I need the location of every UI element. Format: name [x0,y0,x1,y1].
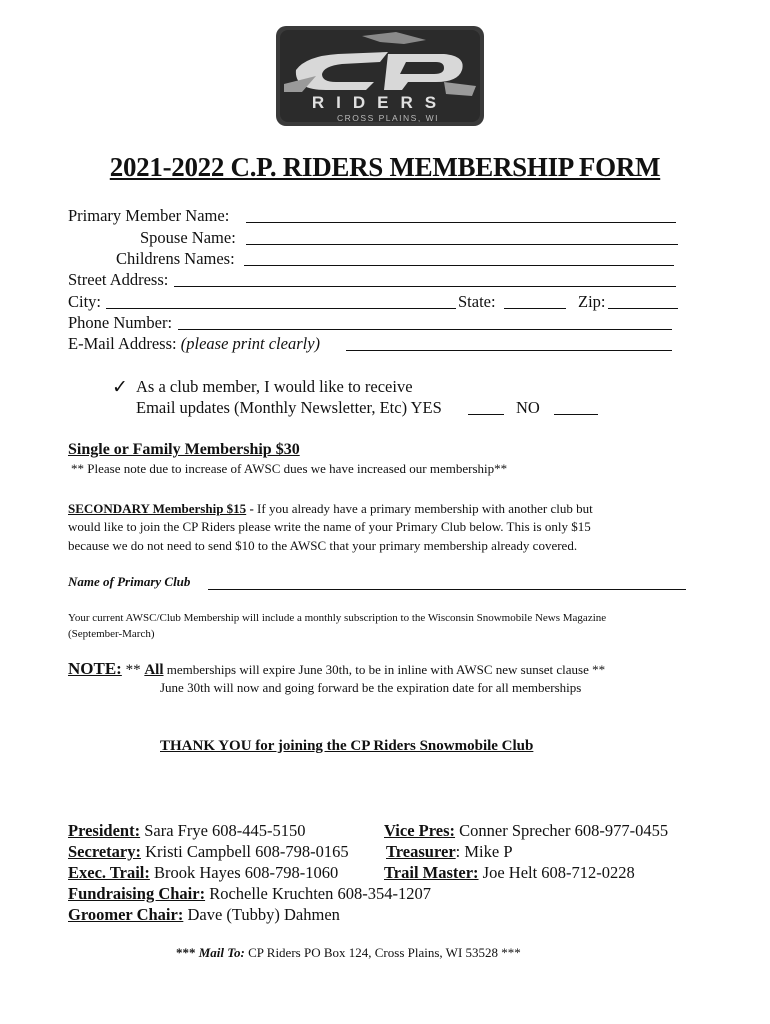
subscription-line2: (September-March) [68,628,155,640]
mail-to-row [176,945,521,961]
note-line1 [68,659,605,679]
updates-no-label: NO [516,398,540,417]
secretary-label: Secretary: [68,842,141,861]
exec-trail-row [68,863,338,883]
phone-label: Phone Number: [68,313,173,332]
secondary-text1: If you already have a primary membership with another club but [257,501,593,516]
email-label: E-Mail Address: [68,334,177,353]
updates-no-line[interactable] [554,414,598,415]
secondary-heading: SECONDARY Membership $15 [68,501,247,516]
note-all: All [144,662,164,678]
groomer-value: Dave (Tubby) Dahmen [183,905,340,924]
groomer-label: Groomer Chair: [68,905,184,924]
updates-yes-line[interactable] [468,414,504,415]
single-membership-heading: Single or Family Membership $30 [68,441,300,458]
email-note: (please print clearly) [180,334,321,353]
note-text1: memberships will expire June 30th, to be in inline with AWSC new sunset clause ** [163,662,606,677]
primary-club-label: Name of Primary Club [68,574,191,589]
updates-line2: Email updates (Monthly Newsletter, Etc) YES [136,398,442,417]
secondary-line1 [68,501,593,517]
street-label: Street Address: [68,270,169,289]
mail-address: CP Riders PO Box 124, Cross Plains, WI 53528 *** [244,945,521,960]
logo-location: CROSS PLAINS, WI [337,113,439,123]
secretary-row [68,842,349,862]
subscription-line1: Your current AWSC/Club Membership will include a monthly subscription to the Wisconsin Snowmobile News Magazine [68,612,607,624]
spouse-line[interactable] [246,244,678,245]
vp-row [384,821,668,841]
checkmark-icon: ✓ [112,377,128,398]
phone-line[interactable] [178,329,672,330]
groomer-row [68,905,340,925]
fundraising-row [68,884,431,904]
single-membership-note: ** Please note due to increase of AWSC dues we have increased our membership** [71,461,508,476]
vp-label: Vice Pres: [384,821,456,840]
mail-to-label: Mail To: [198,945,245,960]
vp-value: Conner Sprecher 608-977-0455 [455,821,669,840]
primary-club-line[interactable] [208,589,686,590]
zip-label: Zip: [578,292,606,311]
fundraising-label: Fundraising Chair: [68,884,206,903]
president-value: Sara Frye 608-445-5150 [140,821,306,840]
trail-master-label: Trail Master: [384,863,479,882]
primary-member-label: Primary Member Name: [68,206,230,225]
state-label: State: [458,292,496,311]
president-row [68,821,306,841]
note-label: NOTE: [68,659,122,678]
page-title: 2021-2022 C.P. RIDERS MEMBERSHIP FORM [109,152,661,182]
trail-master-row [384,863,635,883]
secondary-dash: - [246,501,258,516]
primary-member-line[interactable] [246,222,676,223]
city-label: City: [68,292,102,311]
president-label: President: [68,821,141,840]
children-line[interactable] [244,265,674,266]
cp-riders-logo [276,26,484,126]
note-line2: June 30th will now and going forward be the expiration date for all memberships [160,680,582,695]
secretary-value: Kristi Campbell 608-798-0165 [141,842,349,861]
exec-trail-value: Brook Hayes 608-798-1060 [149,863,339,882]
secondary-line3: because we do not need to send $10 to the AWSC that your primary membership already covered. [68,538,578,553]
city-line[interactable] [106,308,456,309]
logo-word: RIDERS [311,93,449,112]
secondary-line2: would like to join the CP Riders please write the name of your Primary Club below. This is only $15 [68,519,591,534]
thank-you-text: THANK YOU for joining the CP Riders Snowmobile Club [160,738,534,754]
state-line[interactable] [504,308,566,309]
treasurer-value: : Mike P [455,842,513,861]
email-label-row [68,334,320,354]
fundraising-value: Rochelle Kruchten 608-354-1207 [205,884,431,903]
note-stars: ** [121,662,145,678]
exec-trail-label: Exec. Trail: [68,863,150,882]
mail-stars: *** [176,945,199,960]
trail-master-value: Joe Helt 608-712-0228 [478,863,635,882]
zip-line[interactable] [608,308,678,309]
treasurer-label: Treasurer [386,842,456,861]
children-label: Childrens Names: [116,249,235,268]
spouse-label: Spouse Name: [140,228,236,247]
updates-line1: As a club member, I would like to receive [136,377,413,396]
street-line[interactable] [174,286,676,287]
email-line[interactable] [346,350,672,351]
treasurer-row [386,842,513,862]
